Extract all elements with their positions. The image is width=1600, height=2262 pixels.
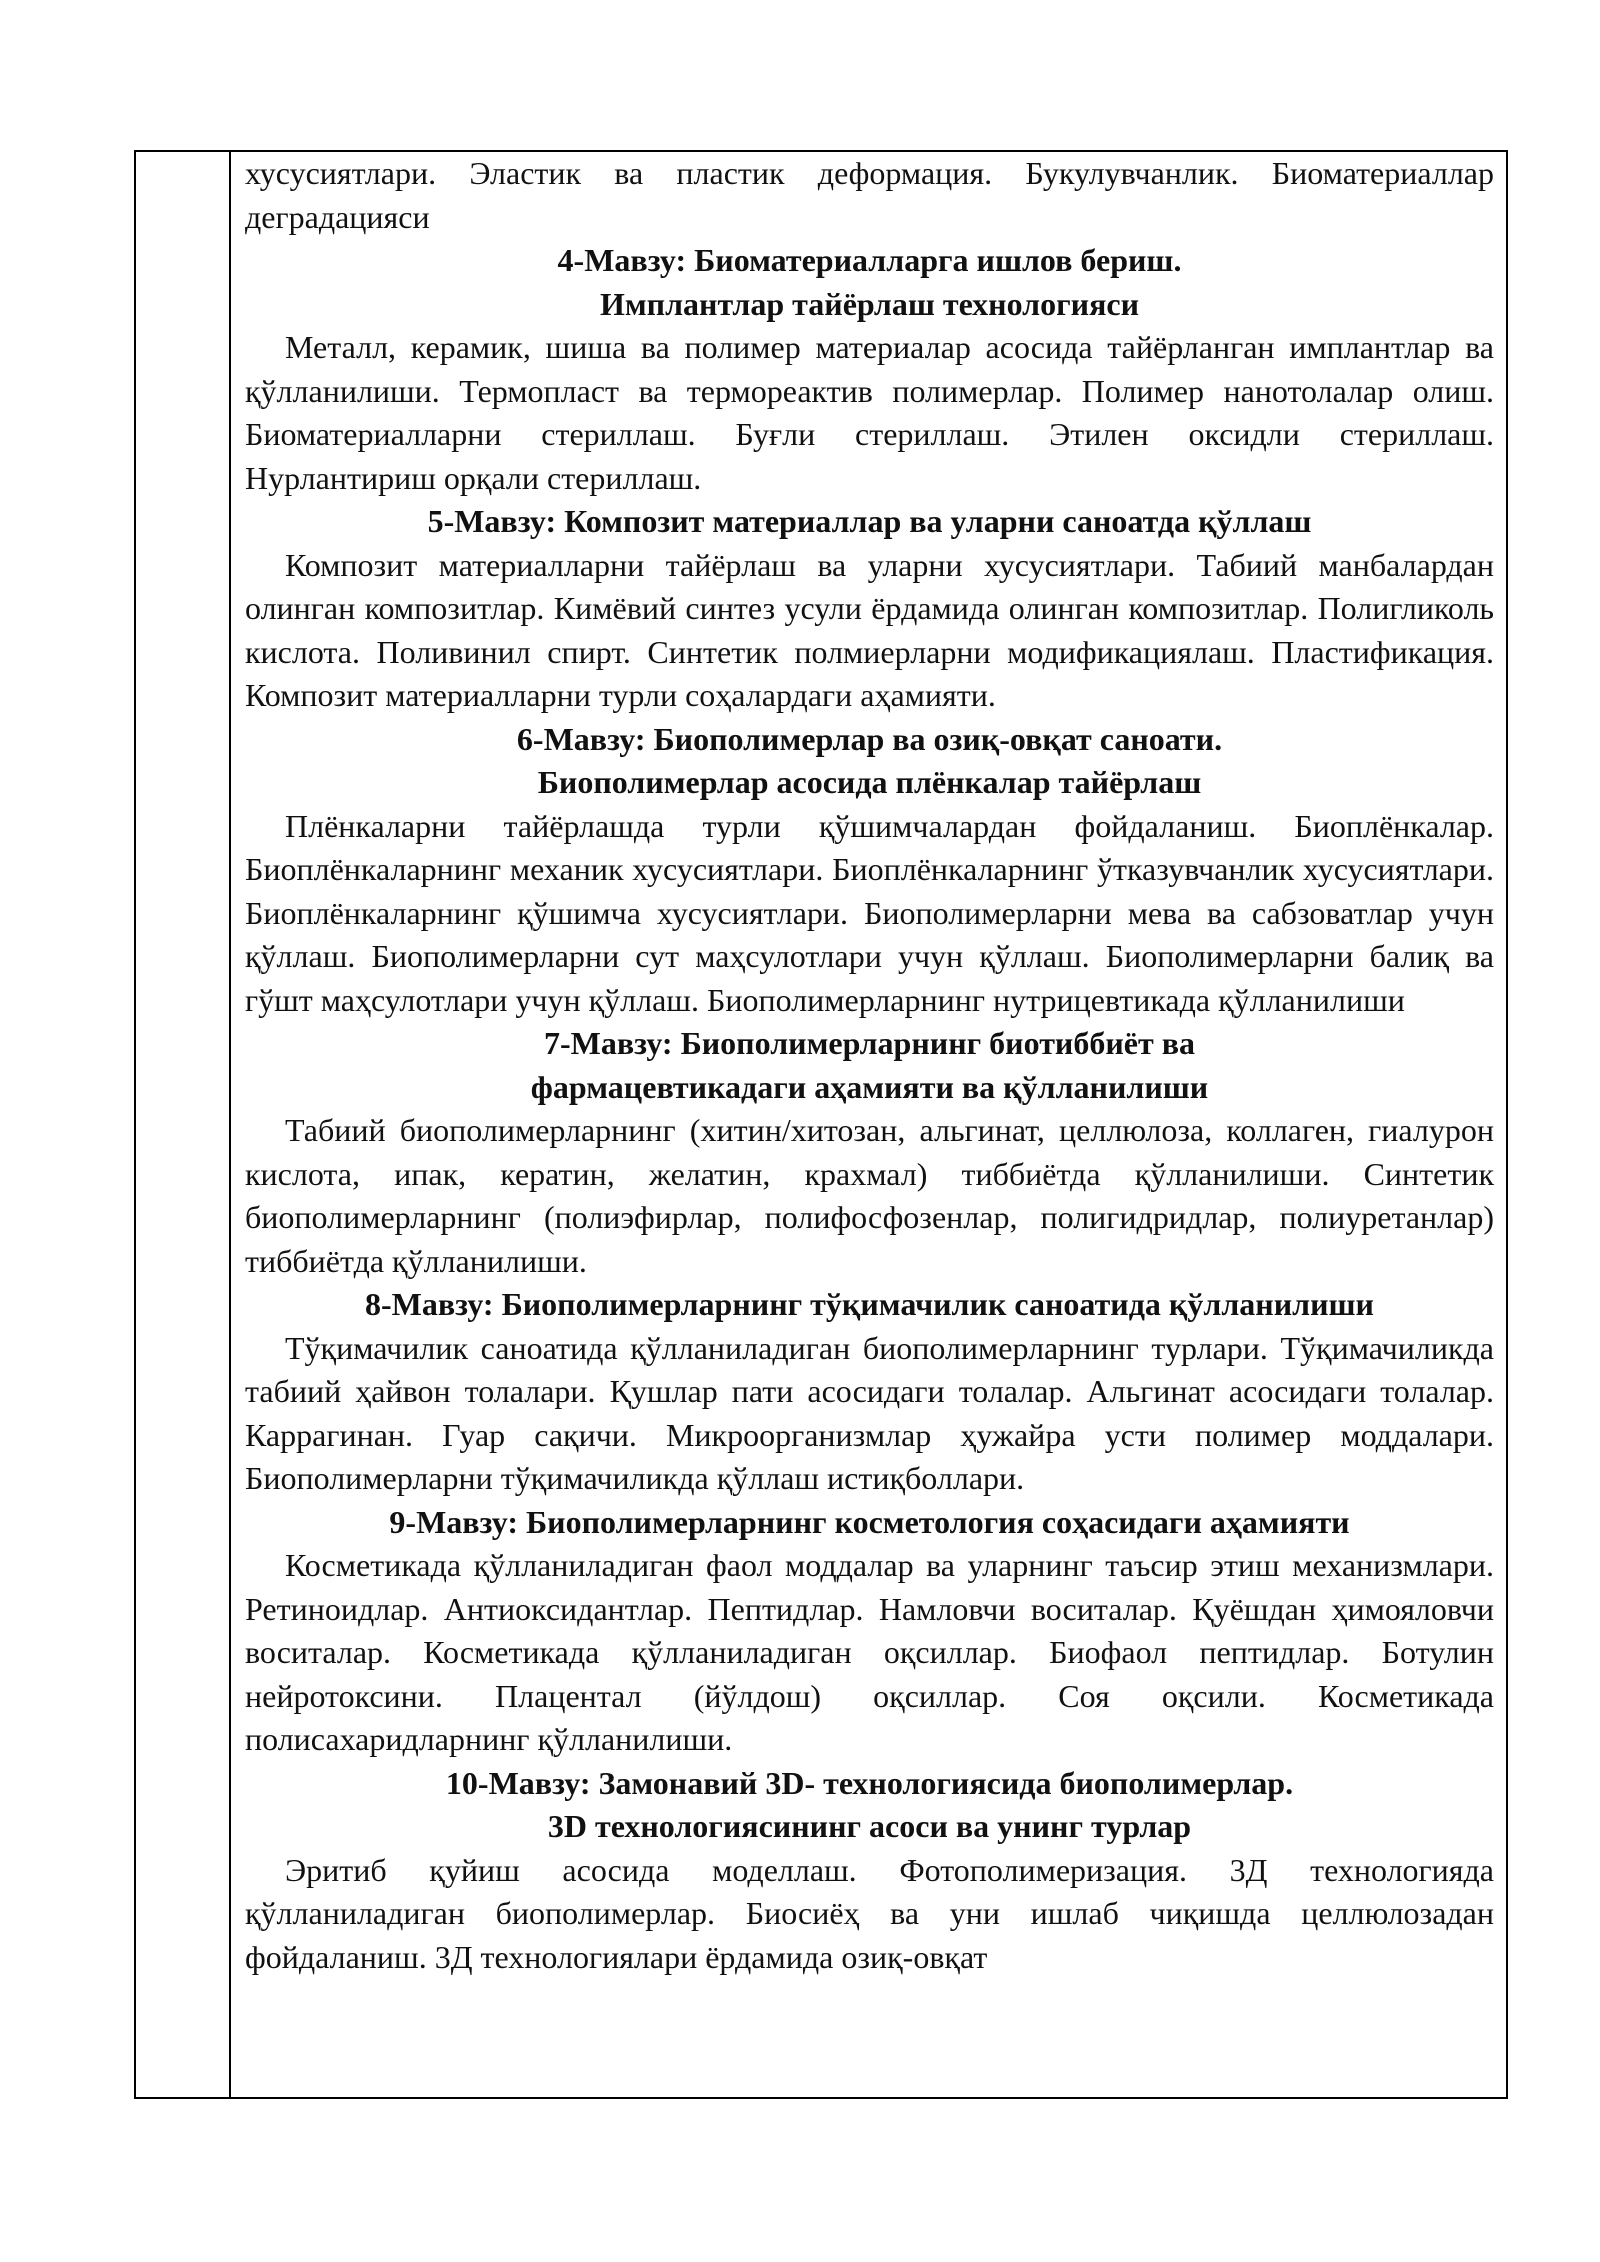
left-column — [136, 152, 231, 2097]
section-5-body: Композит материалларни тайёрлаш ва уларни хусусиятлари. Табиий манбалардан олинган композитлар. Кимёвий синтез усули ёрдамида олинган композитлар. Полигликоль кислота. Поливинил спирт. Синтетик полмиерларни модификациялаш. Пластификация. Композит материалларни турли соҳалардаги аҳамияти. — [245, 546, 1494, 713]
section-10-body: Эритиб қуйиш асосида моделлаш. Фотополимеризация. 3Д технологияда қўлланиладиган биополимерлар. Биосиёҳ ва уни ишлаб чиқишда целлюлозадан фойдаланиш. 3Д технологиялари ёрдамида озиқ-овқат — [245, 1851, 1494, 1975]
content-column — [231, 152, 1506, 2097]
section-5-heading: 5-Мавзу: Композит материаллар ва уларни саноатда қўллаш — [427, 503, 1312, 539]
section-6-heading: 6-Мавзу: Биополимерлар ва озиқ-овқат саноати. Биополимерлар асосида плёнкалар тайёрлаш — [516, 720, 1223, 800]
section-4-body: Металл, керамик, шиша ва полимер материалар асосида тайёрланган имплантлар ва қўлланилиши. Термопласт ва термореактив полимерлар. Полимер нанотолалар олиш. Биоматериалларни стериллаш. Буғли стериллаш. Этилен оксидли стериллаш. Нурлантириш орқали стериллаш. — [245, 329, 1494, 496]
section-7-body: Табиий биополимерларнинг (хитин/хитозан, альгинат, целлюлоза, коллаген, гиалурон кислота, ипак, кератин, желатин, крахмал) тиббиётда қўлланилиши. Синтетик биополимерларнинг (полиэфирлар, полифосфозенлар, полигидридлар, полиуретанлар) тиббиётда қўлланилиши. — [245, 1112, 1494, 1279]
section-8-heading: 8-Мавзу: Биополимерларнинг тўқимачилик саноатида қўлланилиши — [365, 1286, 1374, 1322]
section-9-heading: 9-Мавзу: Биополимерларнинг косметология соҳасидаги аҳамияти — [389, 1503, 1350, 1540]
section-4-heading: 4-Мавзу: Биоматериалларга ишлов бериш. Имплантлар тайёрлаш технологияси — [557, 242, 1182, 322]
section-9-body: Косметикада қўлланиладиган фаол моддалар ва уларнинг таъсир этиш механизмлари. Ретиноидлар. Антиоксидантлар. Пептидлар. Намловчи воситалар. Қуёшдан ҳимояловчи воситалар. Косметикада қўлланиладиган оқсиллар. Биофаол пептидлар. Ботулин нейротоксини. Плацентал (йўлдош) оқсиллар. Соя оқсили. Косметикада полисахаридларнинг қўлланилиши. — [245, 1547, 1494, 1757]
content-table — [134, 150, 1508, 2099]
section-7-heading: 7-Мавзу: Биополимерларнинг биотиббиёт ва фармацевтикадаги аҳамияти ва қўлланилиши — [530, 1025, 1209, 1105]
section-10-heading: 10-Мавзу: Замонавий 3D- технологиясида биополимерлар. 3D технологиясининг асоси ва унинг турлар — [445, 1764, 1294, 1844]
section-6-body: Плёнкаларни тайёрлашда турли қўшимчалардан фойдаланиш. Биоплёнкалар. Биоплёнкаларнинг механик хусусиятлари. Биоплёнкаларнинг ўтказувчанлик хусусиятлари. Биоплёнкаларнинг қўшимча хусусиятлари. Биополимерларни мева ва сабзоватлар учун қўллаш. Биополимерларни сут маҳсулотлари учун қўллаш. Биополимерларни балиқ ва гўшт маҳсулотлари учун қўллаш. Биополимерларнинг нутрицевтикада қўлланилиши — [245, 807, 1494, 1018]
section-8-body: Тўқимачилик саноатида қўлланиладиган биополимерларнинг турлари. Тўқимачиликда табиий ҳайвон толалари. Қушлар пати асосидаги толалар. Альгинат асосидаги толалар. Каррагинан. Гуар сақичи. Микроорганизмлар ҳужайра усти полимер моддалари. Биополимерларни тўқимачиликда қўллаш истиқболлари. — [245, 1329, 1494, 1496]
intro-paragraph: хусусиятлари. Эластик ва пластик деформация. Букулувчанлик. Биоматериаллар деградацияси — [245, 155, 1494, 235]
